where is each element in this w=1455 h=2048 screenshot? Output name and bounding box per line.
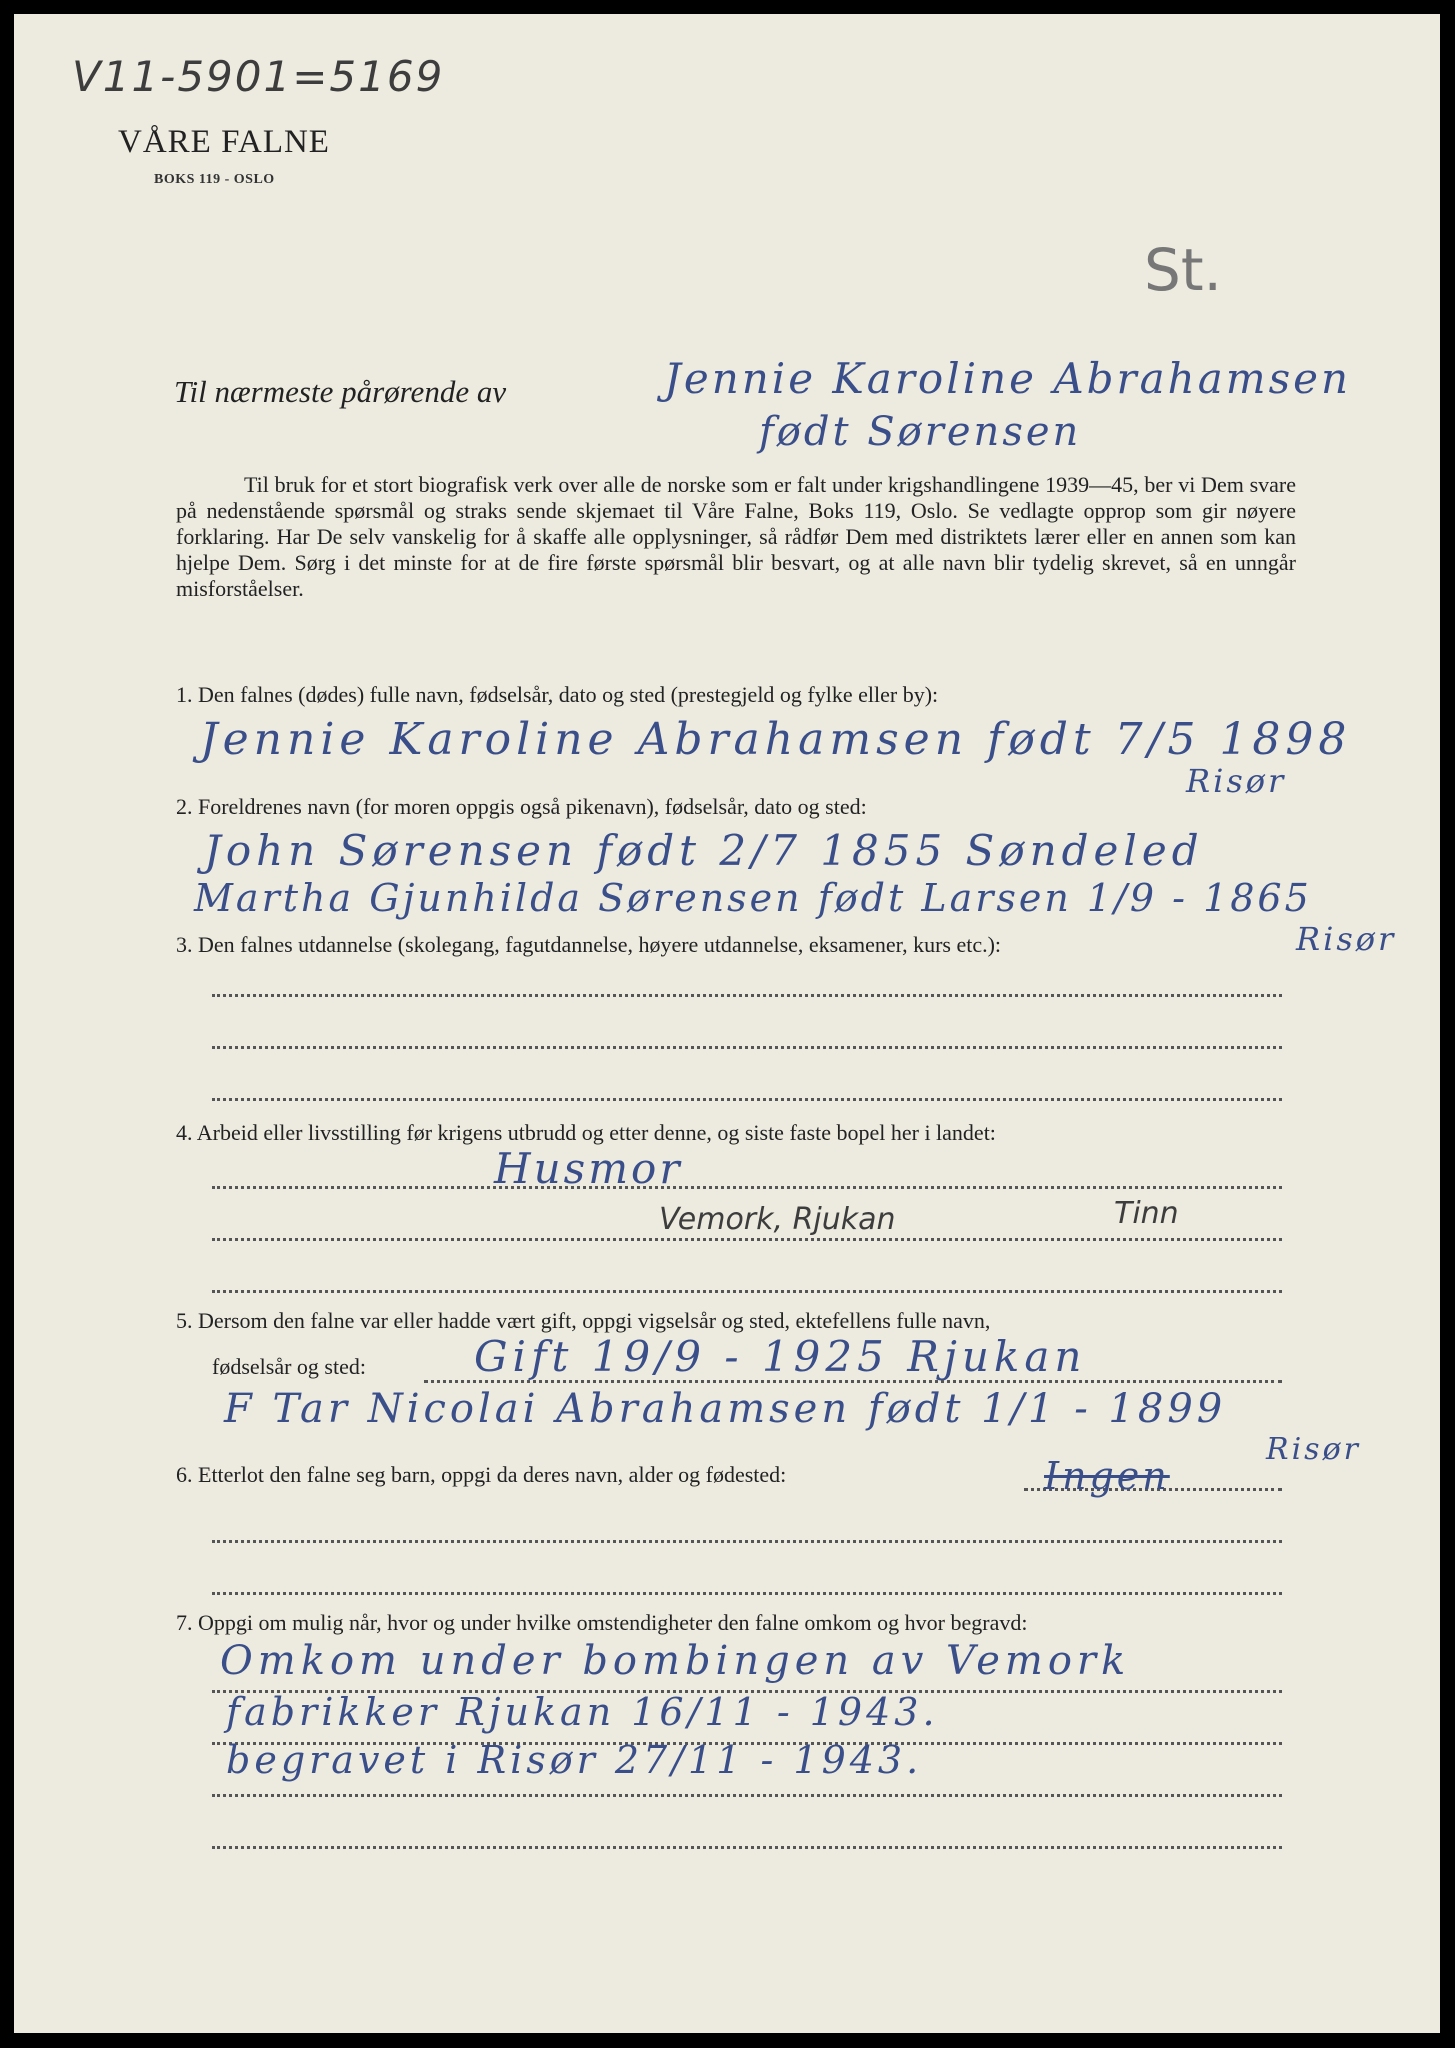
- form-page: [14, 14, 1440, 2033]
- question-4: 4. Arbeid eller livsstilling før krigens utbrudd og etter denne, og siste faste bopel her i landet:: [176, 1120, 996, 1145]
- organization-name: VÅRE FALNE: [118, 124, 330, 160]
- answer-4-place: Tinn: [1114, 1196, 1179, 1231]
- answer-4-line-2: Vemork, Rjukan: [659, 1202, 896, 1237]
- answer-7-dots-3: [212, 1794, 1282, 1797]
- answer-2-line-2: Martha Gjunhilda Sørensen født Larsen 1/9 - 1865: [194, 876, 1312, 920]
- question-5: 5. Dersom den falne var eller hadde vært gift, oppgi vigselsår og sted, ektefellens fulle navn,: [176, 1308, 991, 1333]
- answer-3-line-3: [212, 1098, 1282, 1101]
- answer-3-line-1: [212, 994, 1282, 997]
- question-6: 6. Etterlot den falne seg barn, oppgi da deres navn, alder og fødested:: [176, 1462, 787, 1487]
- answer-7-line-1: Omkom under bombingen av Vemork: [220, 1638, 1131, 1684]
- answer-7-line-2: fabrikker Rjukan 16/11 - 1943.: [226, 1690, 939, 1734]
- answer-6: Ingen: [1044, 1454, 1170, 1498]
- answer-6-dots-2: [212, 1540, 1282, 1543]
- archive-reference: V11-5901=5169: [72, 52, 445, 101]
- form-heading: Til nærmeste pårørende av: [174, 374, 507, 409]
- answer-5-dots-1: [424, 1380, 1282, 1383]
- answer-7-dots-4: [212, 1846, 1282, 1849]
- organization-address: BOKS 119 - OSLO: [154, 172, 275, 187]
- answer-1: Jennie Karoline Abrahamsen født 7/5 1898: [200, 714, 1352, 765]
- heading-name-handwriting: Jennie Karoline Abrahamsen: [664, 354, 1352, 403]
- answer-4-dots-2: [212, 1238, 1282, 1241]
- question-5-continued: fødselsår og sted:: [212, 1354, 366, 1379]
- answer-1-place: Risør: [1186, 762, 1287, 800]
- heading-maiden-handwriting: født Sørensen: [759, 409, 1082, 455]
- answer-6-dots-3: [212, 1592, 1282, 1595]
- answer-2-line-1: John Sørensen født 2/7 1855 Søndeled: [204, 826, 1204, 875]
- answer-4-dots-1: [212, 1186, 1282, 1189]
- answer-3-line-2: [212, 1046, 1282, 1049]
- question-2: 2. Foreldrenes navn (for moren oppgis også pikenavn), fødselsår, dato og sted:: [176, 794, 867, 819]
- question-3: 3. Den falnes utdannelse (skolegang, fagutdannelse, høyere utdannelse, eksamener, kurs etc.):: [176, 932, 1002, 957]
- stamp-mark: St.: [1144, 236, 1222, 304]
- answer-5-place: Risør: [1266, 1432, 1361, 1467]
- answer-2-place: Risør: [1296, 920, 1397, 958]
- answer-4-dots-3: [212, 1290, 1282, 1293]
- question-7: 7. Oppgi om mulig når, hvor og under hvilke omstendigheter den falne omkom og hvor begravd:: [176, 1610, 1028, 1635]
- intro-paragraph: Til bruk for et stort biografisk verk over alle de norske som er falt under krigshandlingene 1939—45, ber vi Dem svare på nedenstående spørsmål og straks sende skjemaet til Våre Falne, Boks 119, Oslo. Se vedlagte opprop som gir nøyere forklaring. Har De selv vanskelig for å skaffe alle opplysninger, så rådfør Dem med distriktets lærer eller en annen som kan hjelpe Dem. Sørg i det minste for at de fire første spørsmål blir besvart, og at alle navn blir tydelig skrevet, så en unngår misforståelser.: [176, 472, 1296, 601]
- answer-7-line-3: begravet i Risør 27/11 - 1943.: [226, 1738, 923, 1782]
- answer-5-line-2: F Tar Nicolai Abrahamsen født 1/1 - 1899: [224, 1386, 1227, 1432]
- answer-5-line-1: Gift 19/9 - 1925 Rjukan: [474, 1332, 1087, 1381]
- answer-4-line-1: Husmor: [494, 1144, 683, 1193]
- question-1: 1. Den falnes (dødes) fulle navn, fødselsår, dato og sted (prestegjeld og fylke eller by):: [176, 682, 939, 707]
